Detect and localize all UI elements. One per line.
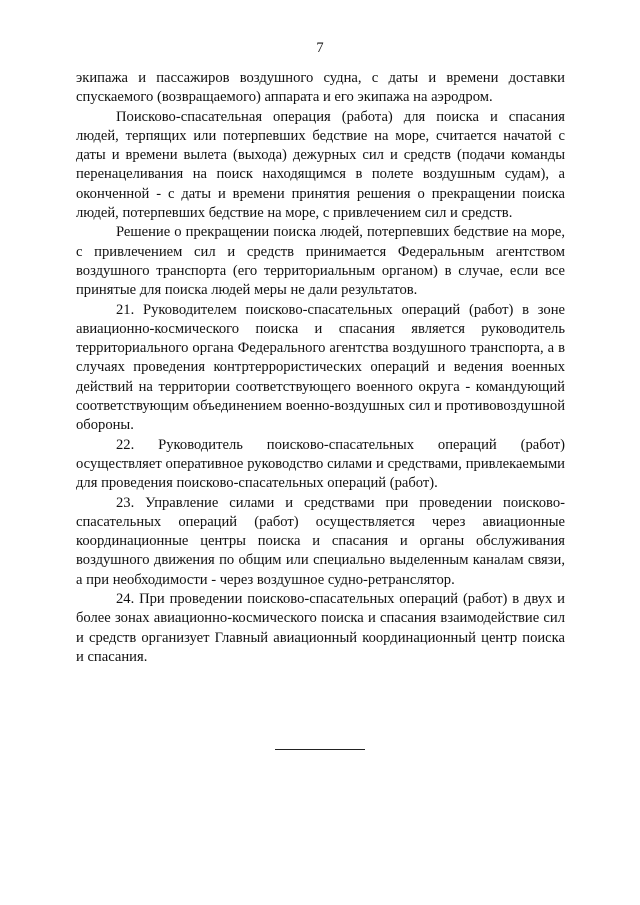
page-number: 7: [316, 40, 324, 56]
paragraph-item-24: 24. При проведении поисково-спасательных операций (работ) в двух и более зонах авиационно-космического поиска и спасания взаимодействие сил и средств организует Главный авиационный координационный центр поиска и спасания.: [76, 591, 565, 665]
paragraph-item-23: 23. Управление силами и средствами при проведении поисково-спасательных операций (работ) осуществляется через авиационные координационные центры поиска и спасания и органы обслуживания воздушного движения по общим или специально выделенным каналам связи, а при необходимости - через воздушное судно-ретранслятор.: [76, 494, 565, 588]
paragraph-item-21: 21. Руководителем поисково-спасательных операций (работ) в зоне авиационно-космического поиска и спасания является руководитель территориального органа Федерального агентства воздушного транспорта, а в случаях проведения контртеррористических операций и ведения военных действий на территории соответствующего военного округа - командующий соответствующим объединением военно-воздушных сил и противовоздушной обороны.: [76, 301, 565, 434]
paragraph-item-22: 22. Руководитель поисково-спасательных операций (работ) осуществляет оперативное руководство силами и средствами, привлекаемыми для проведения поисково-спасательных операций (работ).: [76, 436, 565, 492]
paragraph-search-termination: Решение о прекращении поиска людей, потерпевших бедствие на море, с привлечением сил и средств принимается Федеральным агентством воздушного транспорта (его территориальным органом) в случае, если все принятые для поиска людей меры не дали результатов.: [76, 224, 565, 299]
paragraph-continuation: экипажа и пассажиров воздушного судна, с даты и времени доставки спускаемого (возвращаемого) аппарата и его экипажа на аэродром.: [76, 70, 565, 106]
paragraph-operation-start-end: Поисково-спасательная операция (работа) для поиска и спасания людей, терпящих или потерпевших бедствие на море, считается начатой с даты и времени вылета (выхода) дежурных сил и средств (подачи команды перенацеливания на поиск находящимся в полете воздушным судам), а оконченной - с даты и времени принятия решения о прекращении поиска людей, потерпевших бедствие на море, с привлечением сил и средств.: [76, 108, 565, 222]
document-body: [76, 69, 565, 667]
end-separator-line: [275, 749, 365, 750]
